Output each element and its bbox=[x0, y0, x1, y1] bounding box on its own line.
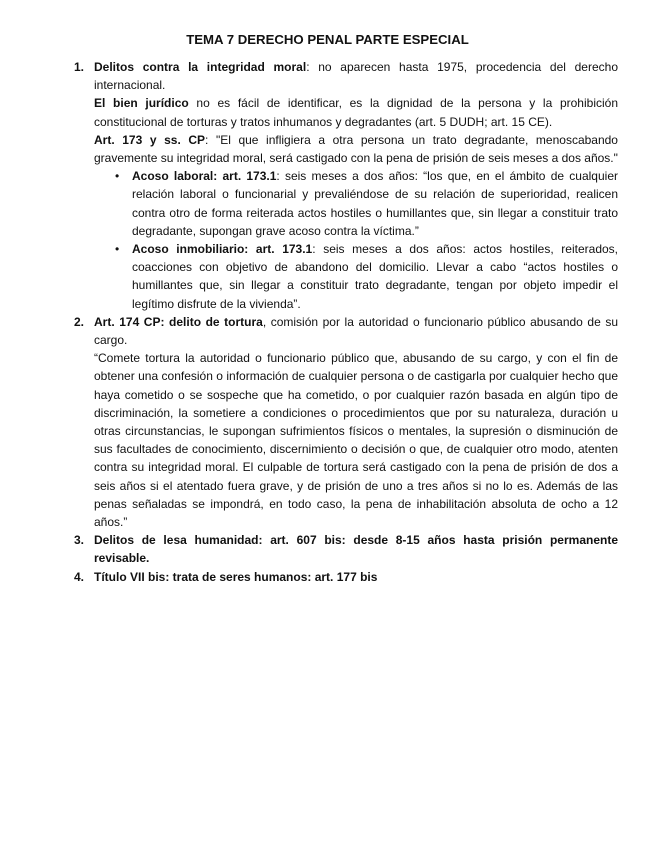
item-number: 3. bbox=[74, 533, 85, 548]
bullet-text: : seis meses a dos años: actos hostiles, reiterados, coacciones con objetivo de abandono del domicilio. Llevar a cabo “actos hostiles o humillantes que, sin llegar a constituir trato degradante, tengan por objeto impedir el legítimo disfrute de la vivienda”. bbox=[132, 242, 618, 311]
item-number: 4. bbox=[74, 569, 85, 584]
bullet-acoso-inmobiliario bbox=[115, 240, 618, 313]
art-173-text: : "El que infligiera a otra persona un trato degradante, menoscabando gravemente su integridad moral, será castigado con la pena de prisión de seis meses a dos años." bbox=[94, 132, 618, 166]
list-item-3 bbox=[74, 531, 618, 567]
art-173-label: Art. 173 y ss. CP bbox=[94, 132, 206, 147]
bien-juridico-label: El bien jurídico bbox=[94, 96, 189, 111]
tortura-quote: “Comete tortura la autoridad o funcionario público que, abusando de su cargo, y con el fin de obtener una confesión o información de cualquier persona o de castigarla por cualquier hecho que haya cometido o se sospeche que ha cometido, o por cualquier razón basada en algún tipo de discriminación, la sometiere a condiciones o procedimientos que por su naturaleza, duración u otras circunstancias, le supongan sufrimientos físicos o mentales, la supresión o disminución de sus facultades de conocimiento, discernimiento o decisión o que, de cualquier otro modo, atenten contra su integridad moral. El culpable de tortura será castigado con la pena de prisión de dos a seis años si el atentado fuera grave, y de prisión de uno a tres años si no lo es. Además de las penas señaladas se impondrá, en todo caso, la pena de inhabilitación absoluta de ocho a 12 años.” bbox=[94, 351, 618, 530]
item-3-heading: Delitos de lesa humanidad: art. 607 bis: desde 8-15 años hasta prisión permanente revisable. bbox=[94, 533, 618, 566]
bien-juridico-text: no es fácil de identificar, es la dignidad de la persona y la prohibición constitucional de torturas y tratos inhumanos y degradantes (art. 5 DUDH; art. 15 CE). bbox=[94, 96, 618, 129]
bullet-icon: • bbox=[115, 242, 120, 257]
bullet-text: : seis meses a dos años: “los que, en el ámbito de cualquier relación laboral o funcionarial y prevaliéndose de su relación de superioridad, realicen contra otro de forma reiterada actos hostiles o humillantes que, sin llegar a constituir trato degradante, supongan grave acoso contra la víctima.” bbox=[132, 169, 618, 238]
item-number: 2. bbox=[74, 314, 85, 329]
list-item-4 bbox=[74, 568, 618, 586]
bullet-label: Acoso laboral: art. 173.1 bbox=[132, 169, 277, 184]
item-4-heading: Título VII bis: trata de seres humanos: art. 177 bis bbox=[94, 569, 378, 584]
item-2-text: , comisión por la autoridad o funcionario público abusando de su cargo. bbox=[94, 314, 618, 348]
bullet-icon: • bbox=[115, 169, 120, 184]
item-2-intro bbox=[94, 313, 618, 349]
item-1-intro bbox=[94, 58, 618, 94]
item-1-heading: Delitos contra la integridad moral bbox=[94, 60, 307, 74]
item-1-text: : no aparecen hasta 1975, procedencia del derecho internacional. bbox=[94, 60, 618, 93]
bullet-list bbox=[94, 167, 618, 313]
document-title: TEMA 7 DERECHO PENAL PARTE ESPECIAL bbox=[186, 32, 469, 47]
bullet-acoso-laboral bbox=[115, 167, 618, 240]
list-item-1 bbox=[74, 58, 618, 313]
bien-juridico-paragraph bbox=[94, 94, 618, 130]
item-number: 1. bbox=[74, 60, 85, 74]
list-item-2 bbox=[74, 313, 618, 531]
bullet-label: Acoso inmobiliario: art. 173.1 bbox=[132, 242, 313, 257]
item-2-heading: Art. 174 CP: delito de tortura bbox=[94, 314, 263, 329]
numbered-list bbox=[74, 58, 618, 586]
art-173-paragraph bbox=[94, 131, 618, 167]
